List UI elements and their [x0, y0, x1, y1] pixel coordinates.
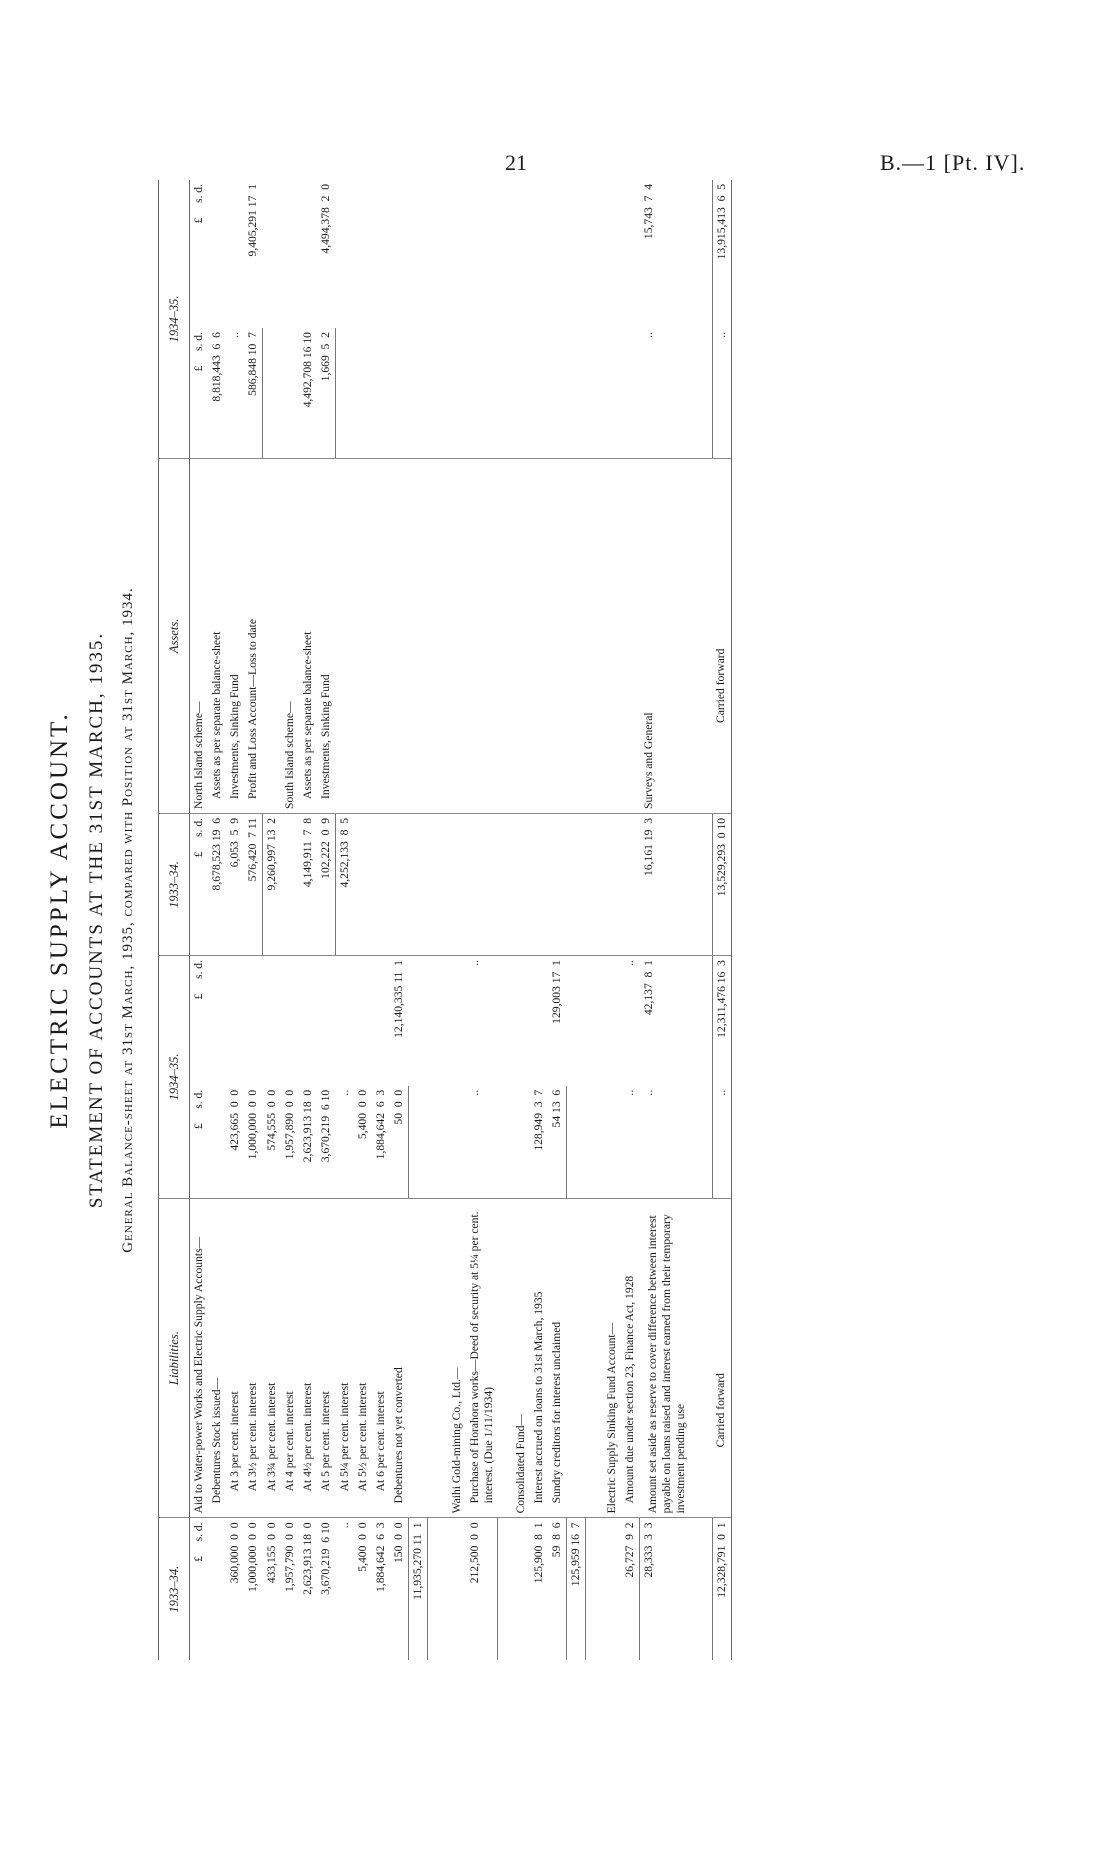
- stock-label-8: At 6 per cent. interest: [372, 1198, 390, 1518]
- stock-cur-3: 1,957,890 0 0: [283, 1089, 296, 1160]
- consol-sundry: Sundry creditors for interest unclaimed: [548, 1198, 567, 1518]
- asset-forward-cur-total: 13,915,413 6 5: [712, 180, 731, 328]
- waihi-prev: 212,500 0 0: [466, 1518, 498, 1660]
- north-label-0: Assets as per separate balance-sheet: [208, 458, 226, 813]
- north-cur-2: 586,848 10 7: [246, 332, 259, 396]
- col-header-1933: 1933–34.: [159, 1518, 190, 1660]
- surveys-cur-total: 15,743 7 4: [641, 184, 655, 240]
- waihi-cur-total: ..: [466, 956, 498, 1086]
- table-row: [530, 180, 548, 1660]
- table-row: [208, 180, 226, 1660]
- table-row: [263, 180, 282, 1660]
- reserve-cur-total: 42,137 8 1: [640, 956, 690, 1086]
- sinking-title: Electric Supply Sinking Fund Account—: [585, 1198, 621, 1518]
- waihi-text: Purchase of Horahora works—Deed of security at 5¼ per cent. interest. (Due 1/11/1934): [466, 1198, 498, 1518]
- col-header-liabilities: Liabilities.: [159, 1198, 190, 1518]
- table-row: [466, 180, 498, 1660]
- sinking-text: Amount due under section 23, Finance Act, 1928: [621, 1198, 640, 1518]
- north-label-1: Investments, Sinking Fund: [226, 458, 244, 813]
- stock-prev-0: 360,000 0 0: [226, 1518, 244, 1660]
- table-row: [354, 180, 372, 1660]
- stock-label-7: At 5½ per cent. interest: [354, 1198, 372, 1518]
- unit-label: £ s. d.: [192, 332, 205, 372]
- consol-interest: Interest accrued on loans to 31st March, 1935: [530, 1198, 548, 1518]
- document-caption: General Balance-sheet at 31st March, 1935, compared with Position at 31st March, 1934.: [120, 587, 136, 1253]
- stock-prev-4: 2,623,913 18 0: [299, 1518, 317, 1660]
- stock-label-4: At 4½ per cent. interest: [299, 1198, 317, 1518]
- table-row: [390, 180, 409, 1660]
- north-prev-2: 576,420 7 11: [244, 813, 263, 955]
- stock-label-3: At 4 per cent. interest: [281, 1198, 299, 1518]
- north-prev-0: 8,678,523 19 6: [208, 813, 226, 955]
- sinking-prev: 26,727 9 2: [621, 1518, 640, 1660]
- table-row: [317, 180, 336, 1660]
- aid-total-prev: 11,935,270 11 1: [409, 1518, 428, 1660]
- waihi-cur: ..: [467, 1089, 481, 1096]
- surveys-label: Surveys and General: [640, 458, 690, 813]
- stock-prev-6: ..: [336, 1518, 355, 1660]
- stock-prev-2: 433,155 0 0: [263, 1518, 282, 1660]
- asset-forward-label: Carried forward: [712, 458, 731, 813]
- north-total-cur: 9,405,291 17 1: [246, 184, 259, 257]
- surveys-prev: 16,161 19 3: [640, 813, 690, 955]
- stock-cur-7: 5,400 0 0: [356, 1089, 369, 1140]
- south-cur-0: 4,492,708 16 10: [301, 332, 314, 408]
- stock-cur-8: 1,884,642 6 3: [374, 1089, 387, 1160]
- south-label-0: Assets as per separate balance-sheet: [299, 458, 317, 813]
- document-subtitle: STATEMENT OF ACCOUNTS AT THE 31ST MARCH, 1935.: [86, 631, 107, 1209]
- aid-title: Aid to Water-power Works and Electric Supply Accounts—: [190, 1198, 209, 1518]
- table-row: [621, 180, 640, 1660]
- col-header-1933-assets: 1933–34.: [159, 813, 190, 955]
- south-prev-0: 4,149,911 7 8: [299, 813, 317, 955]
- document-reference: B.—1 [Pt. IV].: [880, 150, 1026, 175]
- north-total-prev: 9,260,997 13 2: [263, 813, 282, 955]
- stock-prev-9: 150 0 0: [390, 1518, 409, 1660]
- stock-prev-5: 3,670,219 6 10: [317, 1518, 336, 1660]
- consol-sundry-prev: 59 8 6: [548, 1518, 567, 1660]
- stock-cur-9: 50 0 0: [392, 1089, 405, 1125]
- reserve-cur: ..: [641, 1089, 655, 1096]
- table-row: [372, 180, 390, 1660]
- stock-label-2: At 3¾ per cent. interest: [263, 1198, 282, 1518]
- stock-label-5: At 5 per cent. interest: [317, 1198, 336, 1518]
- table-row: [690, 180, 713, 1660]
- stock-cur-0: 423,665 0 0: [228, 1089, 241, 1151]
- stock-cur-4: 2,623,913 18 0: [301, 1089, 314, 1163]
- stock-cur-5: 3,670,219 6 10: [319, 1089, 332, 1163]
- south-label-1: Investments, Sinking Fund: [317, 458, 336, 813]
- asset-forward-cur: ..: [712, 328, 731, 458]
- sinking-cur: ..: [623, 1089, 636, 1096]
- consol-title: Consolidated Fund—: [498, 1198, 530, 1518]
- south-title: South Island scheme—: [281, 458, 299, 813]
- unit-row: [190, 180, 209, 1660]
- stock-label-9: Debentures not yet converted: [390, 1198, 409, 1518]
- table-row: [409, 180, 428, 1660]
- south-cur-1: 1,669 5 2: [319, 332, 332, 382]
- unit-label: £ s. d.: [190, 956, 209, 1086]
- table-row: [281, 180, 299, 1660]
- stock-label-6: At 5¼ per cent. interest: [336, 1198, 355, 1518]
- liab-forward-cur-total: 12,311,476 16 3: [712, 956, 731, 1086]
- stock-prev-1: 1,000,000 0 0: [244, 1518, 263, 1660]
- reserve-text: Amount set aside as reserve to cover difference between interest payable on loans raised and interest earned from their temporary investment pending use: [640, 1198, 690, 1518]
- table-row: [548, 180, 567, 1660]
- south-total-prev: 4,252,133 8 5: [336, 813, 355, 955]
- stock-label-0: At 3 per cent. interest: [226, 1198, 244, 1518]
- consol-total-cur: 129,003 17 1: [548, 956, 567, 1086]
- north-cur-1: ..: [228, 332, 241, 338]
- stock-cur-1: 1,000,000 0 0: [246, 1089, 259, 1160]
- col-header-1934-assets: 1934–35.: [159, 180, 190, 458]
- page-number: 21: [505, 150, 527, 175]
- sinking-cur-total: ..: [621, 956, 640, 1086]
- stock-prev-8: 1,884,642 6 3: [372, 1518, 390, 1660]
- consol-interest-cur: 128,949 3 7: [531, 1089, 545, 1151]
- unit-label: £ s. d.: [192, 184, 205, 224]
- table-row: [244, 180, 263, 1660]
- liab-forward-label: Carried forward: [712, 1198, 731, 1518]
- col-header-1934: 1934–35.: [159, 956, 190, 1199]
- north-label-2: Profit and Loss Account—Loss to date: [244, 458, 263, 813]
- table-row: [428, 180, 466, 1660]
- consol-interest-prev: 125,900 8 1: [530, 1518, 548, 1660]
- unit-label: £ s. d.: [190, 813, 209, 955]
- stock-prev-3: 1,957,790 0 0: [281, 1518, 299, 1660]
- table-row: [498, 180, 530, 1660]
- carried-forward-row: [712, 180, 731, 1660]
- table-row: [566, 180, 585, 1660]
- stock-cur-6: ..: [337, 1089, 351, 1096]
- stock-prev-7: 5,400 0 0: [354, 1518, 372, 1660]
- consol-sundry-cur: 54 13 6: [549, 1089, 563, 1128]
- table-row: [585, 180, 621, 1660]
- aid-total-cur: 12,140,335 11 1: [390, 956, 409, 1086]
- balance-table: [158, 180, 732, 1660]
- balance-sheet: [40, 70, 1020, 1770]
- col-header-assets: Assets.: [159, 458, 190, 813]
- liab-forward-prev: 12,328,791 0 1: [712, 1518, 731, 1660]
- table-row: [226, 180, 244, 1660]
- table-row: [640, 180, 690, 1660]
- asset-forward-prev: 13,529,293 0 10: [712, 813, 731, 955]
- document-title: ELECTRIC SUPPLY ACCOUNT.: [46, 711, 73, 1129]
- stock-label-1: At 3½ per cent. interest: [244, 1198, 263, 1518]
- unit-label: £ s. d.: [190, 1518, 209, 1660]
- unit-label: £ s. d.: [192, 1089, 205, 1130]
- header-row: [159, 180, 190, 1660]
- surveys-cur: ..: [641, 332, 655, 338]
- consol-total-prev: 125,959 16 7: [566, 1518, 585, 1660]
- stock-title: Debentures Stock issued—: [208, 1198, 226, 1518]
- table-row: [299, 180, 317, 1660]
- stock-cur-2: 574,555 0 0: [264, 1089, 278, 1151]
- north-cur-0: 8,818,443 6 6: [210, 332, 223, 402]
- liab-forward-cur: ..: [712, 1086, 731, 1198]
- south-prev-1: 102,222 0 9: [317, 813, 336, 955]
- north-prev-1: 6,053 5 9: [226, 813, 244, 955]
- north-title: North Island scheme—: [190, 458, 209, 813]
- waihi-title: Waihi Gold-mining Co., Ltd.—: [428, 1198, 466, 1518]
- south-total-cur: 4,494,378 2 0: [319, 184, 332, 254]
- table-row: [336, 180, 355, 1660]
- reserve-prev: 28,333 3 3: [640, 1518, 690, 1660]
